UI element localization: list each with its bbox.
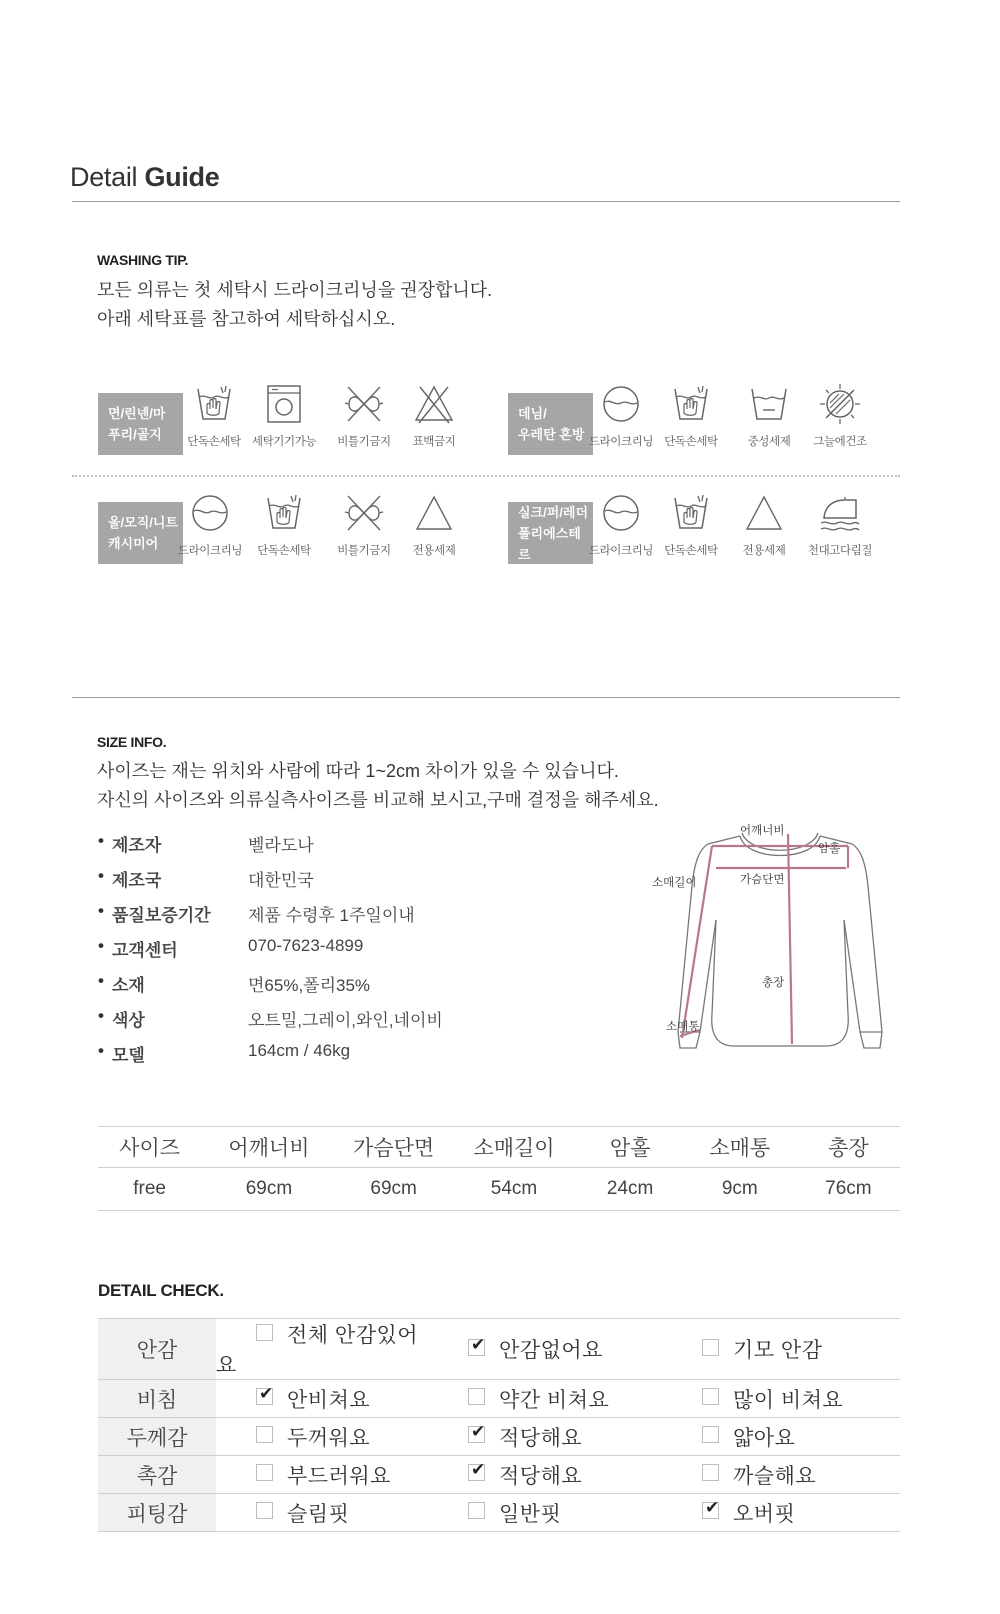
washing-divider — [72, 475, 900, 477]
washing-symbol — [798, 490, 882, 570]
diagram-chest-label: 가슴단면 — [740, 874, 785, 886]
washing-symbol — [798, 381, 882, 461]
washing-symbol-label: 비틀기금지 — [337, 436, 391, 448]
detail-check-option-label: 두꺼워요 — [287, 1426, 371, 1450]
info-label: 색상 — [112, 1011, 145, 1030]
detail-check-option — [662, 1494, 900, 1532]
checkbox-unchecked[interactable] — [702, 1464, 719, 1481]
info-row — [98, 1006, 538, 1040]
info-label: 품질보증기간 — [112, 906, 211, 925]
info-label: 제조국 — [112, 871, 162, 890]
bullet-icon: • — [98, 1006, 104, 1025]
size-divider — [72, 697, 900, 698]
checkbox-checked[interactable] — [468, 1464, 485, 1481]
detail-check-label: 안감 — [98, 1319, 216, 1380]
detail-check-label: 피팅감 — [98, 1494, 216, 1532]
detail-check-option-label: 안비쳐요 — [287, 1388, 371, 1412]
washing-category-label: 데님/ — [518, 406, 547, 421]
hand-wash-icon — [193, 383, 235, 425]
washing-heading: WASHING TIP. — [97, 252, 189, 268]
detail-check-option — [428, 1494, 662, 1532]
checkbox-unchecked[interactable] — [256, 1426, 273, 1443]
washing-symbol — [242, 490, 326, 570]
checkbox-unchecked[interactable] — [256, 1324, 273, 1341]
detail-check-option — [662, 1418, 900, 1456]
detail-check-option-label: 안감없어요 — [499, 1339, 603, 1362]
detail-check-row — [98, 1319, 900, 1380]
info-value: 벨라도나 — [248, 836, 314, 855]
washing-symbol-label: 단독손세탁 — [257, 545, 311, 557]
checkbox-unchecked[interactable] — [468, 1388, 485, 1405]
info-value: 면65%,폴리35% — [248, 976, 371, 995]
detail-check-option-label: 까슬해요 — [733, 1464, 817, 1488]
bullet-icon: • — [98, 971, 104, 990]
washing-symbol-label: 드라이크리닝 — [588, 436, 654, 448]
info-label: 제조자 — [112, 836, 162, 855]
info-row — [98, 936, 538, 970]
washing-symbol-label: 중성세제 — [747, 436, 791, 448]
washing-symbol-label: 그늘에건조 — [813, 436, 867, 448]
detail-check-heading: DETAIL CHECK. — [98, 1281, 224, 1300]
detail-check-option — [428, 1456, 662, 1494]
detail-check-option — [216, 1456, 428, 1494]
checkbox-unchecked[interactable] — [702, 1426, 719, 1443]
washing-symbol-label: 단독손세탁 — [187, 436, 241, 448]
checkbox-checked[interactable] — [468, 1426, 485, 1443]
size-table — [98, 1126, 900, 1211]
checkbox-checked[interactable] — [256, 1388, 273, 1405]
info-row — [98, 866, 538, 900]
detail-check-option-label: 적당해요 — [499, 1464, 583, 1488]
detail-check-option-label: 슬림핏 — [287, 1502, 350, 1526]
detail-check-option — [428, 1319, 662, 1380]
diagram-length-label: 총장 — [762, 977, 785, 989]
detail-check-option — [662, 1456, 900, 1494]
size-table-cell: 76cm — [797, 1168, 900, 1211]
info-row — [98, 1041, 538, 1075]
size-table-header-cell: 소매통 — [683, 1127, 797, 1168]
detail-check-option — [662, 1319, 900, 1380]
info-value: 164cm / 46kg — [248, 1041, 351, 1060]
washing-category-1 — [98, 393, 183, 455]
info-value: 대한민국 — [248, 871, 314, 890]
washing-symbol — [649, 490, 733, 570]
washing-intro: 모든 의류는 첫 세탁시 드라이크리닝을 권장합니다. 아래 세탁표를 참고하여 세탁하십시오. — [97, 280, 493, 329]
washing-category-label: 실크/퍼/레더 — [518, 504, 589, 520]
title-divider — [72, 201, 900, 202]
checkbox-unchecked[interactable] — [256, 1464, 273, 1481]
detail-check-option-label: 전체 안감있어요 — [216, 1324, 419, 1377]
special-detergent-icon — [413, 492, 455, 534]
size-table-header-cell: 어깨너비 — [201, 1127, 336, 1168]
detail-check-option — [216, 1418, 428, 1456]
no-wring-icon — [343, 492, 385, 534]
bullet-icon: • — [98, 936, 104, 955]
washing-symbol-label: 전용세제 — [412, 545, 456, 557]
diagram-shoulder-label: 어깨너비 — [740, 825, 785, 837]
detail-check-row — [98, 1380, 900, 1418]
detail-check-option-label: 얇아요 — [733, 1426, 796, 1450]
shade-dry-icon — [819, 383, 861, 425]
size-table-cell: 9cm — [683, 1168, 797, 1211]
diagram-sleeve-label: 소매길이 — [652, 877, 697, 889]
washing-symbol — [722, 490, 806, 570]
detail-check-option — [216, 1494, 428, 1532]
washing-symbol — [392, 490, 476, 570]
size-table-header-cell: 소매길이 — [451, 1127, 578, 1168]
diagram-armhole-label: 암홀 — [818, 843, 841, 855]
detail-check-option — [216, 1380, 428, 1418]
washing-machine-icon — [263, 383, 305, 425]
washing-category-label: 푸리/골지 — [108, 427, 162, 442]
size-intro: 사이즈는 재는 위치와 사람에 따라 1~2cm 차이가 있을 수 있습니다. 자신의 사이즈와 의류실측사이즈를 비교해 보시고,구매 결정을 해주세요. — [97, 761, 659, 810]
size-table-header-cell: 가슴단면 — [337, 1127, 451, 1168]
washing-symbol-label: 세탁기기가능 — [251, 436, 317, 448]
detail-check-row — [98, 1418, 900, 1456]
washing-symbol-label: 전용세제 — [742, 545, 786, 557]
checkbox-unchecked[interactable] — [702, 1388, 719, 1405]
size-heading: SIZE INFO. — [97, 734, 167, 750]
washing-category-label: 캐시미어 — [108, 536, 159, 551]
detail-check-option-label: 많이 비쳐요 — [733, 1388, 844, 1412]
checkbox-unchecked[interactable] — [256, 1502, 273, 1519]
info-row — [98, 901, 538, 935]
size-table-cell: 69cm — [337, 1168, 451, 1211]
washing-symbol — [242, 381, 326, 461]
washing-category-label: 폴리에스테르 — [518, 525, 581, 562]
page-title: Detail Guide — [70, 162, 220, 192]
detail-check-table — [98, 1318, 900, 1532]
size-table-cell: 24cm — [577, 1168, 682, 1211]
washing-symbol — [649, 381, 733, 461]
detail-check-option-label: 일반핏 — [499, 1502, 562, 1526]
iron-cloth-icon — [819, 492, 861, 534]
washing-symbol-label: 비틀기금지 — [337, 545, 391, 557]
washing-category-label: 면/린넨/마 — [108, 406, 166, 421]
size-table-cell: 54cm — [451, 1168, 578, 1211]
dry-clean-icon — [600, 383, 642, 425]
info-row — [98, 971, 538, 1005]
washing-category-label: 울/모직/니트 — [108, 515, 179, 530]
info-label: 고객센터 — [112, 941, 178, 960]
bullet-icon: • — [98, 866, 104, 885]
detail-check-option — [428, 1380, 662, 1418]
dry-clean-icon — [600, 492, 642, 534]
checkbox-unchecked[interactable] — [468, 1502, 485, 1519]
garment-diagram — [652, 825, 900, 1071]
special-detergent-icon — [743, 492, 785, 534]
detail-check-option-label: 약간 비쳐요 — [499, 1388, 610, 1412]
size-table-row — [98, 1168, 900, 1211]
detail-check-label: 촉감 — [98, 1456, 216, 1494]
detail-check-label: 두께감 — [98, 1418, 216, 1456]
no-wring-icon — [343, 383, 385, 425]
detail-check-option — [428, 1418, 662, 1456]
hand-wash-icon — [670, 383, 712, 425]
diagram-cuff-label: 소매통 — [666, 1021, 700, 1033]
bullet-icon: • — [98, 1041, 104, 1060]
no-bleach-icon — [413, 383, 455, 425]
washing-symbol-label: 드라이크리닝 — [588, 545, 654, 557]
washing-symbol — [392, 381, 476, 461]
checkbox-checked[interactable] — [468, 1339, 485, 1356]
size-table-header — [98, 1127, 900, 1168]
hand-wash-icon — [263, 492, 305, 534]
size-table-header-cell: 암홀 — [577, 1127, 682, 1168]
bullet-icon: • — [98, 901, 104, 920]
info-label: 소재 — [112, 976, 145, 995]
bullet-icon: • — [98, 831, 104, 850]
washing-symbol-label: 표백금지 — [412, 436, 456, 448]
size-table-cell: 69cm — [201, 1168, 336, 1211]
size-table-header-cell: 총장 — [797, 1127, 900, 1168]
info-value: 오트밀,그레이,와인,네이비 — [248, 1011, 443, 1030]
washing-symbol-label: 드라이크리닝 — [177, 545, 243, 557]
hand-wash-icon — [670, 492, 712, 534]
washing-symbol-label: 천대고다림질 — [807, 545, 873, 557]
detail-check-option-label: 적당해요 — [499, 1426, 583, 1450]
detail-check-option — [216, 1319, 428, 1380]
checkbox-unchecked[interactable] — [702, 1339, 719, 1356]
info-value: 070-7623-4899 — [248, 936, 364, 955]
washing-category-label: 우레탄 혼방 — [518, 427, 585, 442]
dry-clean-icon — [189, 492, 231, 534]
detail-check-option-label: 오버핏 — [733, 1502, 796, 1526]
tshirt-outline-icon — [670, 826, 900, 1071]
detail-check-label: 비침 — [98, 1380, 216, 1418]
info-label: 모델 — [112, 1046, 145, 1065]
washing-symbol-label: 단독손세탁 — [664, 545, 718, 557]
size-table-header-cell: 사이즈 — [98, 1127, 201, 1168]
info-value: 제품 수령후 1주일이내 — [248, 906, 415, 925]
detail-check-row — [98, 1494, 900, 1532]
detail-check-row — [98, 1456, 900, 1494]
washing-symbol-label: 단독손세탁 — [664, 436, 718, 448]
checkbox-checked[interactable] — [702, 1502, 719, 1519]
washing-symbol — [168, 490, 252, 570]
detail-check-option-label: 부드러워요 — [287, 1464, 391, 1488]
detail-check-option — [662, 1380, 900, 1418]
size-table-cell: free — [98, 1168, 201, 1211]
neutral-detergent-icon — [748, 383, 790, 425]
detail-check-option-label: 기모 안감 — [733, 1339, 823, 1362]
info-row — [98, 831, 538, 865]
